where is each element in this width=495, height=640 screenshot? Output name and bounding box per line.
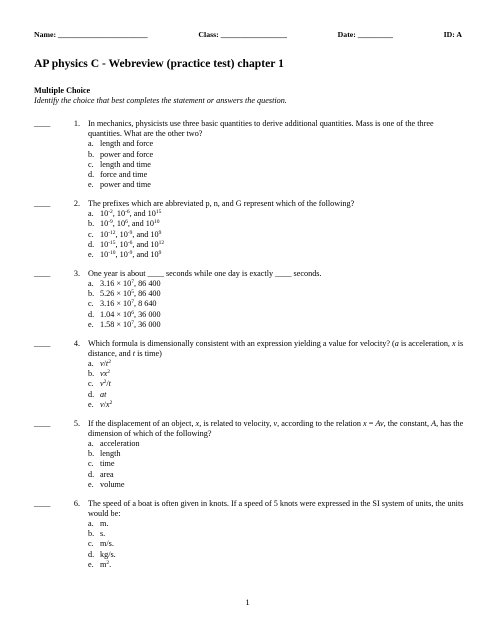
- choice-text: $1.04 \times 10^6$, 36 000: [100, 309, 161, 319]
- choice-text: $v/t^2$: [100, 359, 111, 369]
- answer-choice: [88, 369, 466, 379]
- choice-letter: b.: [88, 149, 95, 159]
- choice-text: kg/s.: [100, 549, 116, 559]
- choice-text: $3.16 \times 10^7$, 8 640: [100, 299, 157, 309]
- choice-letter: b.: [88, 289, 95, 299]
- question-number: 5.: [73, 418, 80, 428]
- answer-blank: ____: [34, 119, 51, 128]
- answer-choice: [88, 170, 466, 180]
- choice-letter: a.: [88, 439, 94, 449]
- choice-letter: c.: [88, 539, 94, 549]
- answer-choice: [88, 359, 466, 369]
- choice-letter: d.: [88, 469, 95, 479]
- choice-letter: d.: [88, 549, 95, 559]
- answer-choice: [88, 560, 466, 570]
- choice-letter: d.: [88, 170, 95, 180]
- answer-choice: [88, 459, 466, 469]
- choice-text: m/s.: [100, 539, 114, 549]
- answer-choice: [88, 390, 466, 400]
- answer-choice: [88, 180, 466, 190]
- choice-text: $10^{-10}$, $10^{-9}$, and $10^9$: [100, 250, 162, 260]
- answer-choice: [88, 439, 466, 449]
- page-title: AP physics C - Webreview (practice test) chapter 1: [34, 57, 284, 70]
- answer-blank: ____: [34, 418, 51, 428]
- answer-choice: [88, 160, 466, 170]
- choice-text: time: [100, 459, 115, 469]
- answer-choice: [88, 529, 466, 539]
- answer-choice: [88, 310, 466, 320]
- choice-text: volume: [100, 479, 125, 489]
- question-text: If the displacement of an object, x, is related to velocity, v, according to the relation x = Av, the constant, A, has the dimension of which of the following?: [88, 418, 464, 438]
- choice-text: $vx^2$: [100, 369, 111, 379]
- choice-text: $10^{-9}$, $10^6$, and $10^{10}$: [100, 219, 160, 229]
- choice-letter: c.: [88, 459, 94, 469]
- answer-choice: [88, 299, 466, 309]
- answer-choice: [88, 550, 466, 560]
- choice-letter: e.: [88, 180, 94, 190]
- choice-letter: e.: [88, 250, 94, 260]
- answer-choice: [88, 219, 466, 229]
- choice-text: s.: [100, 529, 106, 539]
- question-item: [34, 419, 466, 490]
- name-field: Name: _______________________: [34, 30, 148, 39]
- choice-letter: a.: [88, 519, 94, 529]
- choice-letter: e.: [88, 319, 94, 329]
- choice-text: power and force: [100, 149, 154, 159]
- answer-choice: [88, 400, 466, 410]
- choice-letter: c.: [88, 299, 94, 309]
- question-text: The speed of a boat is often given in knots. If a speed of 5 knots were expressed in the SI system of units, the units would be:: [88, 498, 464, 518]
- choice-letter: d.: [88, 309, 95, 319]
- question-list: [34, 119, 466, 579]
- question-item: [34, 339, 466, 410]
- answer-blank: ____: [34, 498, 51, 508]
- question-text: Which formula is dimensionally consistent with an expression yielding a value for velocity? (a is acceleration, x is distance, and t is time): [88, 338, 464, 358]
- choice-text: $10^{-12}$, $10^{-9}$, and $10^9$: [100, 229, 162, 239]
- answer-choice: [88, 470, 466, 480]
- answer-choice: [88, 320, 466, 330]
- choice-text: length and force: [100, 139, 154, 149]
- question-item: [34, 269, 466, 330]
- answer-choice: [88, 379, 466, 389]
- choice-text: $m^2$.: [100, 559, 112, 569]
- choice-letter: d.: [88, 239, 95, 249]
- choice-text: power and time: [100, 180, 151, 190]
- choice-text: length and time: [100, 159, 151, 169]
- choice-text: length: [100, 449, 121, 459]
- answer-choice: [88, 250, 466, 260]
- answer-choice: [88, 209, 466, 219]
- question-item: [34, 499, 466, 570]
- question-body: [88, 119, 466, 190]
- question-number: 1.: [73, 119, 80, 128]
- section-header: [34, 86, 287, 106]
- choice-text: $3.16 \times 10^7$, 86 400: [100, 279, 161, 289]
- page-number: 1: [245, 597, 250, 607]
- answer-blank: ____: [34, 338, 51, 348]
- section-instructions: Identify the choice that best completes the statement or answers the question.: [34, 96, 287, 105]
- class-field: Class: _________________: [198, 30, 287, 39]
- choice-letter: a.: [88, 279, 94, 289]
- section-title: Multiple Choice: [34, 86, 91, 95]
- question-number: 2.: [73, 199, 80, 209]
- answer-choice: [88, 240, 466, 250]
- question-number: 3.: [73, 268, 80, 278]
- choice-text: m.: [100, 519, 109, 529]
- question-body: [88, 419, 466, 490]
- choice-letter: a.: [88, 139, 94, 149]
- choice-text: $10^{-15}$, $10^{-6}$, and $10^{12}$: [100, 239, 165, 249]
- choice-text: $10^{-2}$, $10^{-6}$, and $10^{15}$: [100, 209, 162, 219]
- answer-choice: [88, 539, 466, 549]
- choice-text: area: [100, 469, 114, 479]
- choice-text: acceleration: [100, 439, 140, 449]
- answer-choice: [88, 519, 466, 529]
- answer-blank: ____: [34, 199, 51, 209]
- question-body: [88, 269, 466, 330]
- choice-text: $1.58 \times 10^7$, 36 000: [100, 319, 161, 329]
- header: [34, 30, 462, 39]
- question-body: [88, 199, 466, 260]
- choice-letter: c.: [88, 229, 94, 239]
- question-item: [34, 119, 466, 190]
- answer-choice: [88, 150, 466, 160]
- answer-choice: [88, 230, 466, 240]
- choice-letter: e.: [88, 399, 94, 409]
- choice-text: $5.26 \times 10^5$, 86 400: [100, 289, 161, 299]
- choice-letter: c.: [88, 159, 94, 169]
- choice-letter: b.: [88, 369, 95, 379]
- answer-choice: [88, 139, 466, 149]
- question-number: 4.: [73, 338, 80, 348]
- choice-letter: a.: [88, 359, 94, 369]
- choice-letter: b.: [88, 219, 95, 229]
- question-text: In mechanics, physicists use three basic quantities to derive additional quantities. Mass is one of the three quantities. What are the other two?: [88, 119, 434, 139]
- choice-letter: b.: [88, 529, 95, 539]
- id-field: ID: A: [443, 30, 462, 39]
- question-text: The prefixes which are abbreviated p, n, and G represent which of the following?: [88, 199, 355, 209]
- choice-letter: b.: [88, 449, 95, 459]
- date-field: Date: _________: [337, 30, 393, 39]
- question-body: [88, 339, 466, 410]
- question-body: [88, 499, 466, 570]
- question-text: One year is about ____ seconds while one day is exactly ____ seconds.: [88, 268, 322, 278]
- choice-letter: d.: [88, 389, 95, 399]
- answer-choice: [88, 449, 466, 459]
- choice-letter: e.: [88, 479, 94, 489]
- choice-text: at: [100, 389, 107, 399]
- question-number: 6.: [73, 498, 80, 508]
- choice-text: $v/x^2$: [100, 399, 113, 409]
- question-item: [34, 199, 466, 260]
- choice-letter: a.: [88, 209, 94, 219]
- answer-choice: [88, 289, 466, 299]
- choice-letter: e.: [88, 559, 94, 569]
- answer-blank: ____: [34, 268, 51, 278]
- answer-choice: [88, 480, 466, 490]
- choice-text: $v^2/t$: [100, 379, 111, 389]
- answer-choice: [88, 279, 466, 289]
- choice-text: force and time: [100, 170, 148, 180]
- choice-letter: c.: [88, 379, 94, 389]
